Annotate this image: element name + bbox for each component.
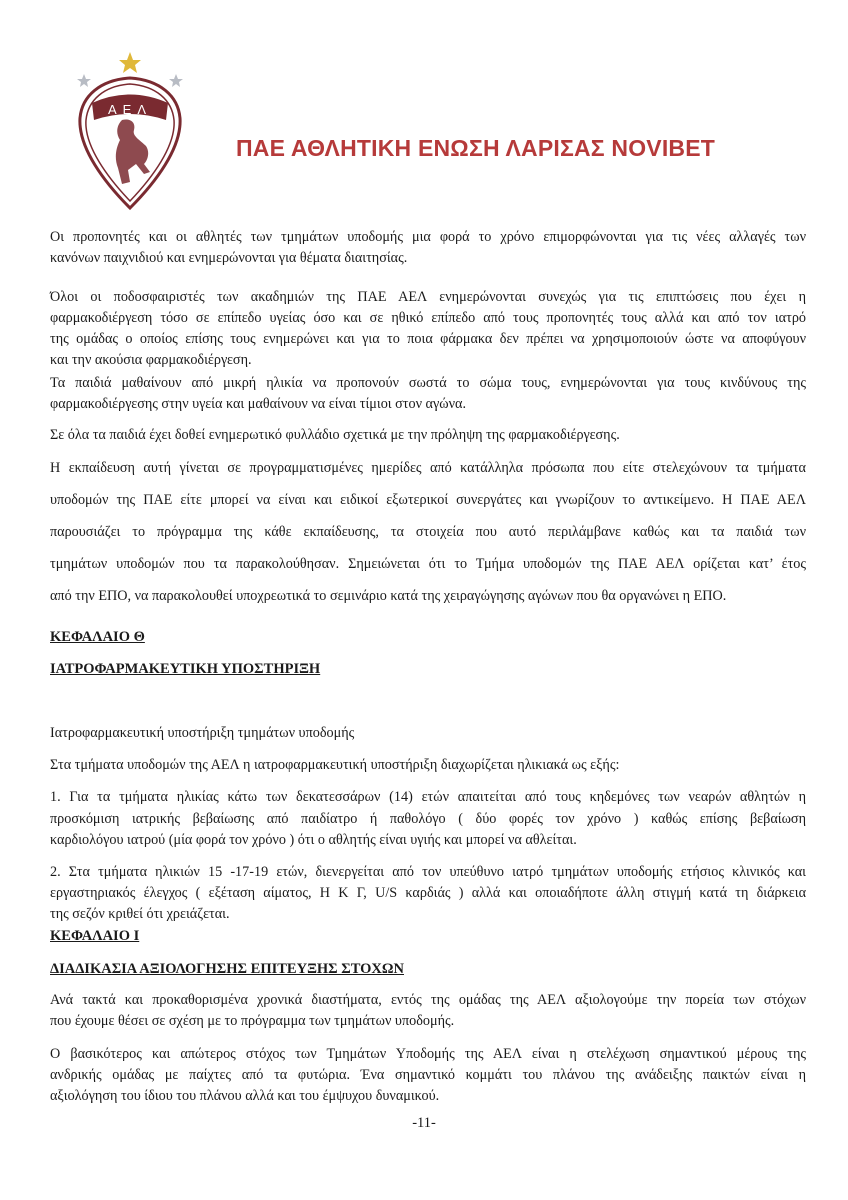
text-line: υποδομών της ΠΑΕ είτε μπορεί να είναι και ειδικοί εξωτερικοί συνεργάτες και γνωρίζουν το αντικείμενο. Η ΠΑΕ ΑΕΛ (50, 492, 806, 508)
text-line: Ανά τακτά και προκαθορισμένα χρονικά διαστήματα, εντός της ομάδας της ΑΕΛ αξιολογούμε την πορεία των στόχων (50, 992, 806, 1008)
text-line: από την ΕΠΟ, να παρακολουθεί υποχρεωτικά το σεμινάριο κατά της χειραγώγησης αγώνων που θα οργανώνει η ΕΠΟ. (50, 588, 727, 604)
text-line: της σεζόν κριθεί ότι χρειάζεται. (50, 906, 230, 922)
chapter-title: ΙΑΤΡΟΦΑΡΜΑΚΕΥΤΙΚΗ ΥΠΟΣΤΗΡΙΞΗ (50, 661, 321, 677)
text-line: της ομάδας ο οποίος επίσης τους ενημερώνει και για το ποια φάρμακα δεν πρέπει να χρησιμοποιούν ώστε να αποφύγουν (50, 331, 806, 347)
silver-star-icon (169, 74, 183, 87)
chapter-title: ΔΙΑΔΙΚΑΣΙΑ ΑΞΙΟΛΟΓΗΣΗΣ ΕΠΙΤΕΥΞΗΣ ΣΤΟΧΩΝ (50, 961, 404, 977)
text-line: εργαστηριακός έλεγχος ( εξέταση αίματος, Η Κ Γ, U/S καρδιάς ) αλλά και οποιαδήποτε άλλη στιγμή κατά τη διάρκεια (50, 885, 806, 901)
text-line: Όλοι οι ποδοσφαιριστές των ακαδημιών της ΠΑΕ ΑΕΛ ενημερώνονται συνεχώς για τις επιπτώσεις που έχει η (50, 289, 806, 305)
text-line: Τα παιδιά μαθαίνουν από μικρή ηλικία να προπονούν σωστά το σώμα τους, ενημερώνονται για τους κινδύνους της (50, 375, 806, 391)
text-line: παρουσιάζει το πρόγραμμα της κάθε εκπαίδευσης, τα στοιχεία που αυτό περιλάμβανε καθώς και τα παιδιά των (50, 524, 806, 540)
text-line: κανόνων παιχνιδιού και ενημερώνονται για θέματα διαιτησίας. (50, 250, 408, 266)
text-line: τμημάτων υποδομών που τα παρακολούθησαν. Σημειώνεται ότι το Τμήμα υποδομών της ΠΑΕ ΑΕΛ ορίζεται κατ’ έτος (50, 556, 806, 572)
text-line: Οι προπονητές και οι αθλητές των τμημάτων υποδομής μια φορά το χρόνο επιμορφώνονται για τις νέες αλλαγές των (50, 229, 806, 245)
gold-star-icon (119, 52, 141, 73)
text-line: 1. Για τα τμήματα ηλικίας κάτω των δεκατεσσάρων (14) ετών απαιτείται από τους κηδεμόνες των νεαρών αθλητών η (50, 789, 806, 805)
svg-text:ΑΕΛ: ΑΕΛ (107, 102, 153, 117)
text-line: προσκόμιση ιατρικής βεβαίωσης από παιδίατρο ή παθολόγο ( δύο φορές τον χρόνο ) καθώς επίσης βεβαίωση (50, 811, 806, 827)
text-line: ανδρικής ομάδας με παίχτες από τα φυτώρια. Ένα σημαντικό κομμάτι του πλάνου της ανάδειξης παικτών είναι η (50, 1067, 806, 1083)
page-number: -11- (412, 1115, 436, 1131)
text-line: Ιατροφαρμακευτική υποστήριξη τμημάτων υποδομής (50, 725, 355, 741)
text-line: φαρμακοδιέργεση τόσο σε επίπεδο υγείας όσο και σε ηθικό επίπεδο από τους προπονητές τους αλλά και από τον ιατρό (50, 310, 806, 326)
text-line: Η εκπαίδευση αυτή γίνεται σε προγραμματισμένες ημερίδες από κατάλληλα πρόσωπα που είτε στελεχώνουν τα τμήματα (50, 460, 806, 476)
text-line: καρδιολόγου ιατρού (μία φορά τον χρόνο ) ότι ο αθλητής είναι υγιής και μπορεί να αθλείται. (50, 832, 577, 848)
text-line: αξιολόγηση του ίδιου του πλάνου αλλά και του έμψυχου δυναμικού. (50, 1088, 440, 1104)
text-line: και την ακούσια φαρμακοδιέργεση. (50, 352, 252, 368)
text-line: Σε όλα τα παιδιά έχει δοθεί ενημερωτικό φυλλάδιο σχετικά με την πρόληψη της φαρμακοδιέργεσης. (50, 427, 620, 443)
chapter-heading: ΚΕΦΑΛΑΙΟ Ι (50, 928, 140, 944)
silver-star-icon (77, 74, 91, 87)
chapter-heading: ΚΕΦΑΛΑΙΟ Θ (50, 629, 145, 645)
text-line: φαρμακοδιέργεσης στην υγεία και μαθαίνουν να είναι τίμιοι στον αγώνα. (50, 396, 466, 412)
text-line: Στα τμήματα υποδομών της ΑΕΛ η ιατροφαρμακευτική υποστήριξη διαχωρίζεται ηλικιακά ως εξής: (50, 757, 620, 773)
text-line: που έχουμε θέσει σε σχέση με το πρόγραμμα των τμημάτων υποδομής. (50, 1013, 455, 1029)
club-crest-logo (70, 48, 190, 213)
text-line: Ο βασικότερος και απώτερος στόχος των Τμημάτων Υποδομής της ΑΕΛ είναι η στελέχωση σημαντικού μέρους της (50, 1046, 806, 1062)
document-header-title: ΠΑΕ ΑΘΛΗΤΙΚΗ ΕΝΩΣΗ ΛΑΡΙΣΑΣ NOVIBET (236, 135, 716, 161)
text-line: 2. Στα τμήματα ηλικιών 15 -17-19 ετών, διενεργείται από τον υπεύθυνο ιατρό τμημάτων υποδομής ετήσιος κλινικός και (50, 864, 806, 880)
